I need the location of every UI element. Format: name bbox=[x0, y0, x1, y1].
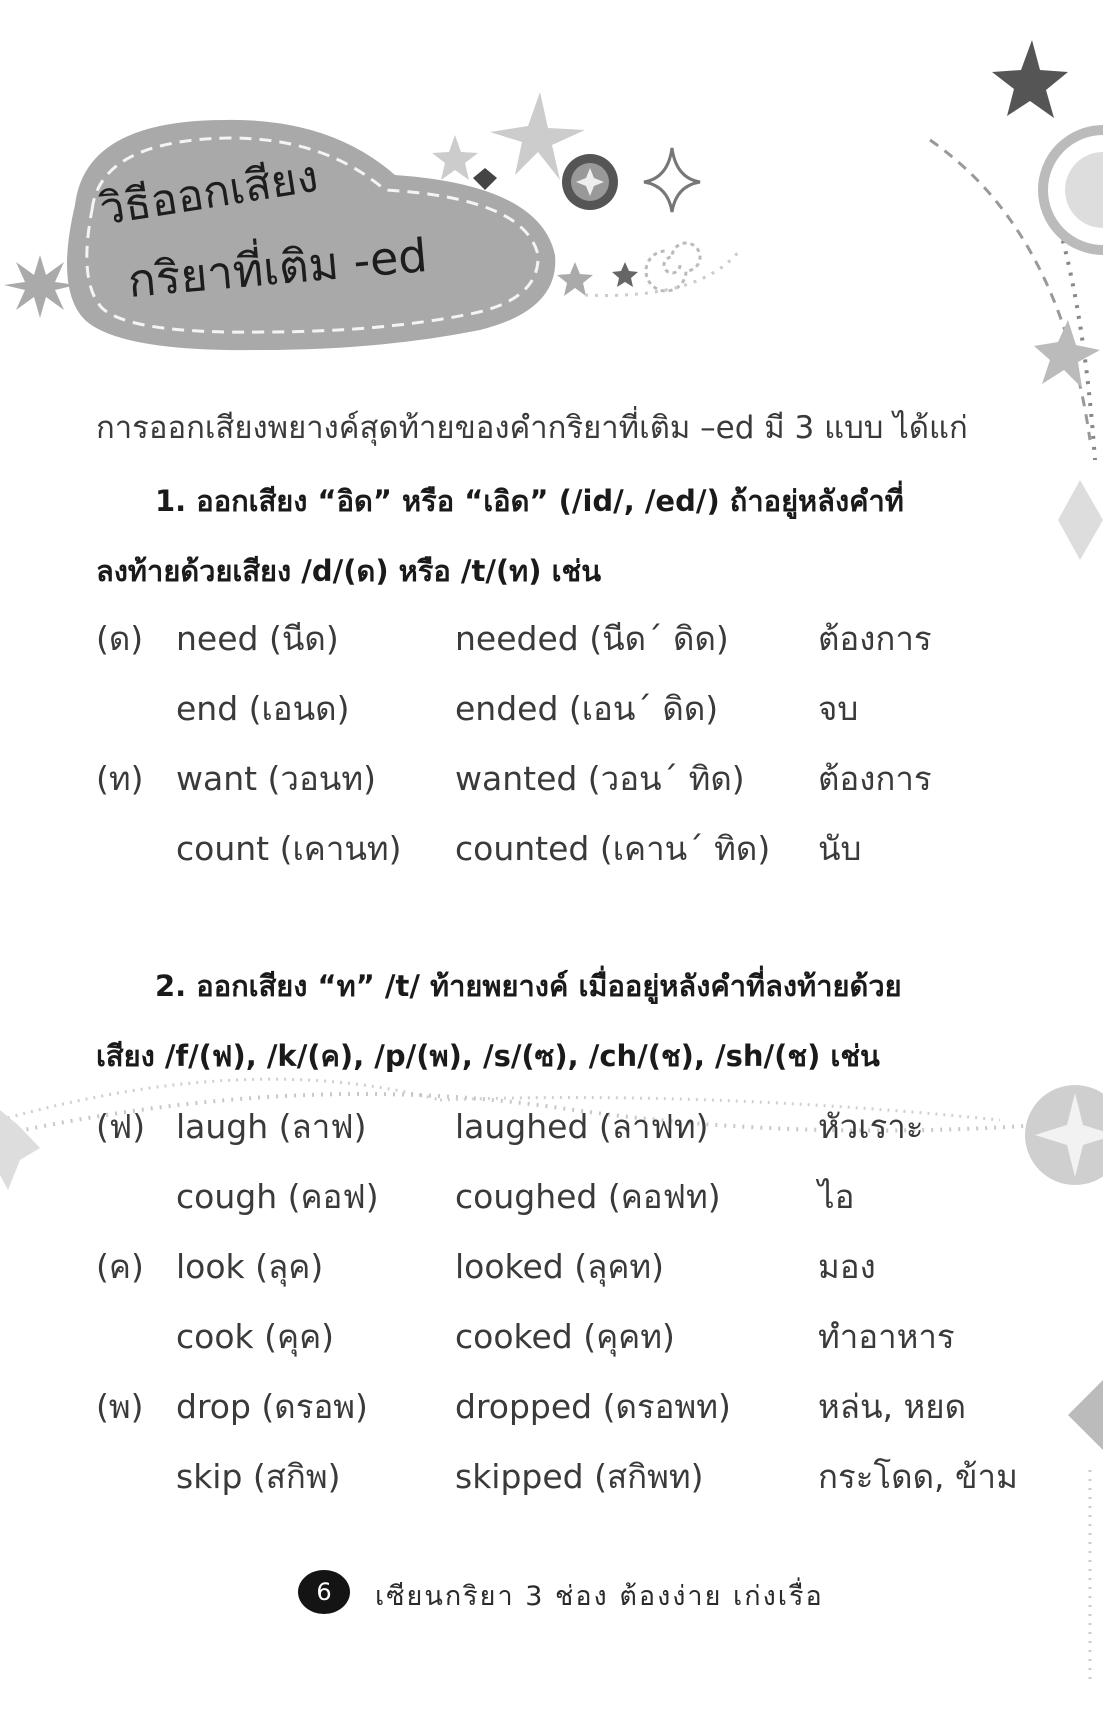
past-verb: coughed (คอฟท) bbox=[455, 1177, 721, 1216]
sound-mark: (ท) bbox=[96, 759, 144, 798]
book-title-footer: เซียนกริยา 3 ช่อง ต้องง่าย เก่งเรื่อ bbox=[375, 1581, 824, 1612]
meaning: หล่น, หยด bbox=[818, 1387, 967, 1426]
circle-icon bbox=[1065, 152, 1103, 228]
table-row bbox=[0, 1100, 1103, 1150]
section1-heading-line1: 1. ออกเสียง “อิด” หรือ “เอิด” (/id/, /ed/) ถ้าอยู่หลังคำที่ bbox=[155, 484, 904, 518]
sparkle-icon bbox=[644, 148, 700, 212]
meaning: หัวเราะ bbox=[818, 1107, 924, 1146]
past-verb: skipped (สกิพท) bbox=[455, 1457, 704, 1496]
title-line-2: กริยาที่เติม -ed bbox=[125, 227, 430, 308]
table-row bbox=[0, 1240, 1103, 1290]
table-row bbox=[0, 752, 1103, 802]
base-verb: drop (ดรอพ) bbox=[176, 1387, 368, 1426]
table-row bbox=[0, 822, 1103, 872]
meaning: ไอ bbox=[818, 1177, 855, 1216]
diamond-icon bbox=[473, 168, 497, 190]
sound-mark: (ฟ) bbox=[96, 1107, 146, 1146]
spiral-icon bbox=[646, 243, 700, 291]
page-number: 6 bbox=[298, 1570, 350, 1614]
base-verb: cook (คุค) bbox=[176, 1317, 335, 1356]
meaning: ต้องการ bbox=[818, 759, 932, 798]
star-icon bbox=[432, 135, 478, 180]
base-verb: cough (คอฟ) bbox=[176, 1177, 379, 1216]
past-verb: laughed (ลาฟท) bbox=[455, 1107, 709, 1146]
past-verb: looked (ลุคท) bbox=[455, 1247, 665, 1286]
section1-heading-line2: ลงท้ายด้วยเสียง /d/(ด) หรือ /t/(ท) เช่น bbox=[96, 554, 602, 588]
meaning: กระโดด, ข้าม bbox=[818, 1457, 1018, 1496]
section2-heading-line1: 2. ออกเสียง “ท” /t/ ท้ายพยางค์ เมื่ออยู่หลังคำที่ลงท้ายด้วย bbox=[155, 969, 902, 1003]
base-verb: end (เอนด) bbox=[176, 689, 350, 728]
base-verb: skip (สกิพ) bbox=[176, 1457, 341, 1496]
star-icon bbox=[992, 40, 1068, 118]
title-line-1: วิธีออกเสียง bbox=[96, 150, 322, 236]
table-row bbox=[0, 1310, 1103, 1360]
past-verb: counted (เคาน´ ทิด) bbox=[455, 829, 771, 868]
star-icon bbox=[612, 262, 638, 287]
past-verb: needed (นีด´ ดิด) bbox=[455, 619, 729, 658]
table-row bbox=[0, 1380, 1103, 1430]
past-verb: ended (เอน´ ดิด) bbox=[455, 689, 719, 728]
sound-mark: (พ) bbox=[96, 1387, 144, 1426]
past-verb: dropped (ดรอพท) bbox=[455, 1387, 731, 1426]
base-verb: laugh (ลาฟ) bbox=[176, 1107, 367, 1146]
base-verb: count (เคานท) bbox=[176, 829, 402, 868]
base-verb: need (นีด) bbox=[176, 619, 339, 658]
sound-mark: (ด) bbox=[96, 619, 144, 658]
past-verb: cooked (คุคท) bbox=[455, 1317, 675, 1356]
meaning: ต้องการ bbox=[818, 619, 932, 658]
diamond-icon bbox=[1058, 480, 1103, 560]
base-verb: look (ลุค) bbox=[176, 1247, 324, 1286]
sparkle-icon bbox=[4, 255, 76, 318]
meaning: นับ bbox=[818, 829, 862, 868]
intro-text: การออกเสียงพยางค์สุดท้ายของคำกริยาที่เติม –ed มี 3 แบบ ได้แก่ bbox=[96, 410, 968, 446]
meaning: จบ bbox=[818, 689, 859, 728]
section2-heading-line2: เสียง /f/(ฟ), /k/(ค), /p/(พ), /s/(ซ), /ch/(ช), /sh/(ช) เช่น bbox=[96, 1039, 880, 1073]
star-icon bbox=[557, 262, 593, 296]
past-verb: wanted (วอน´ ทิด) bbox=[455, 759, 745, 798]
star-icon bbox=[1034, 320, 1100, 388]
meaning: มอง bbox=[818, 1247, 876, 1286]
meaning: ทำอาหาร bbox=[818, 1317, 955, 1356]
sound-mark: (ค) bbox=[96, 1247, 144, 1286]
base-verb: want (วอนท) bbox=[176, 759, 376, 798]
table-row bbox=[0, 1450, 1103, 1500]
table-row bbox=[0, 1170, 1103, 1220]
table-row bbox=[0, 682, 1103, 732]
table-row bbox=[0, 612, 1103, 662]
